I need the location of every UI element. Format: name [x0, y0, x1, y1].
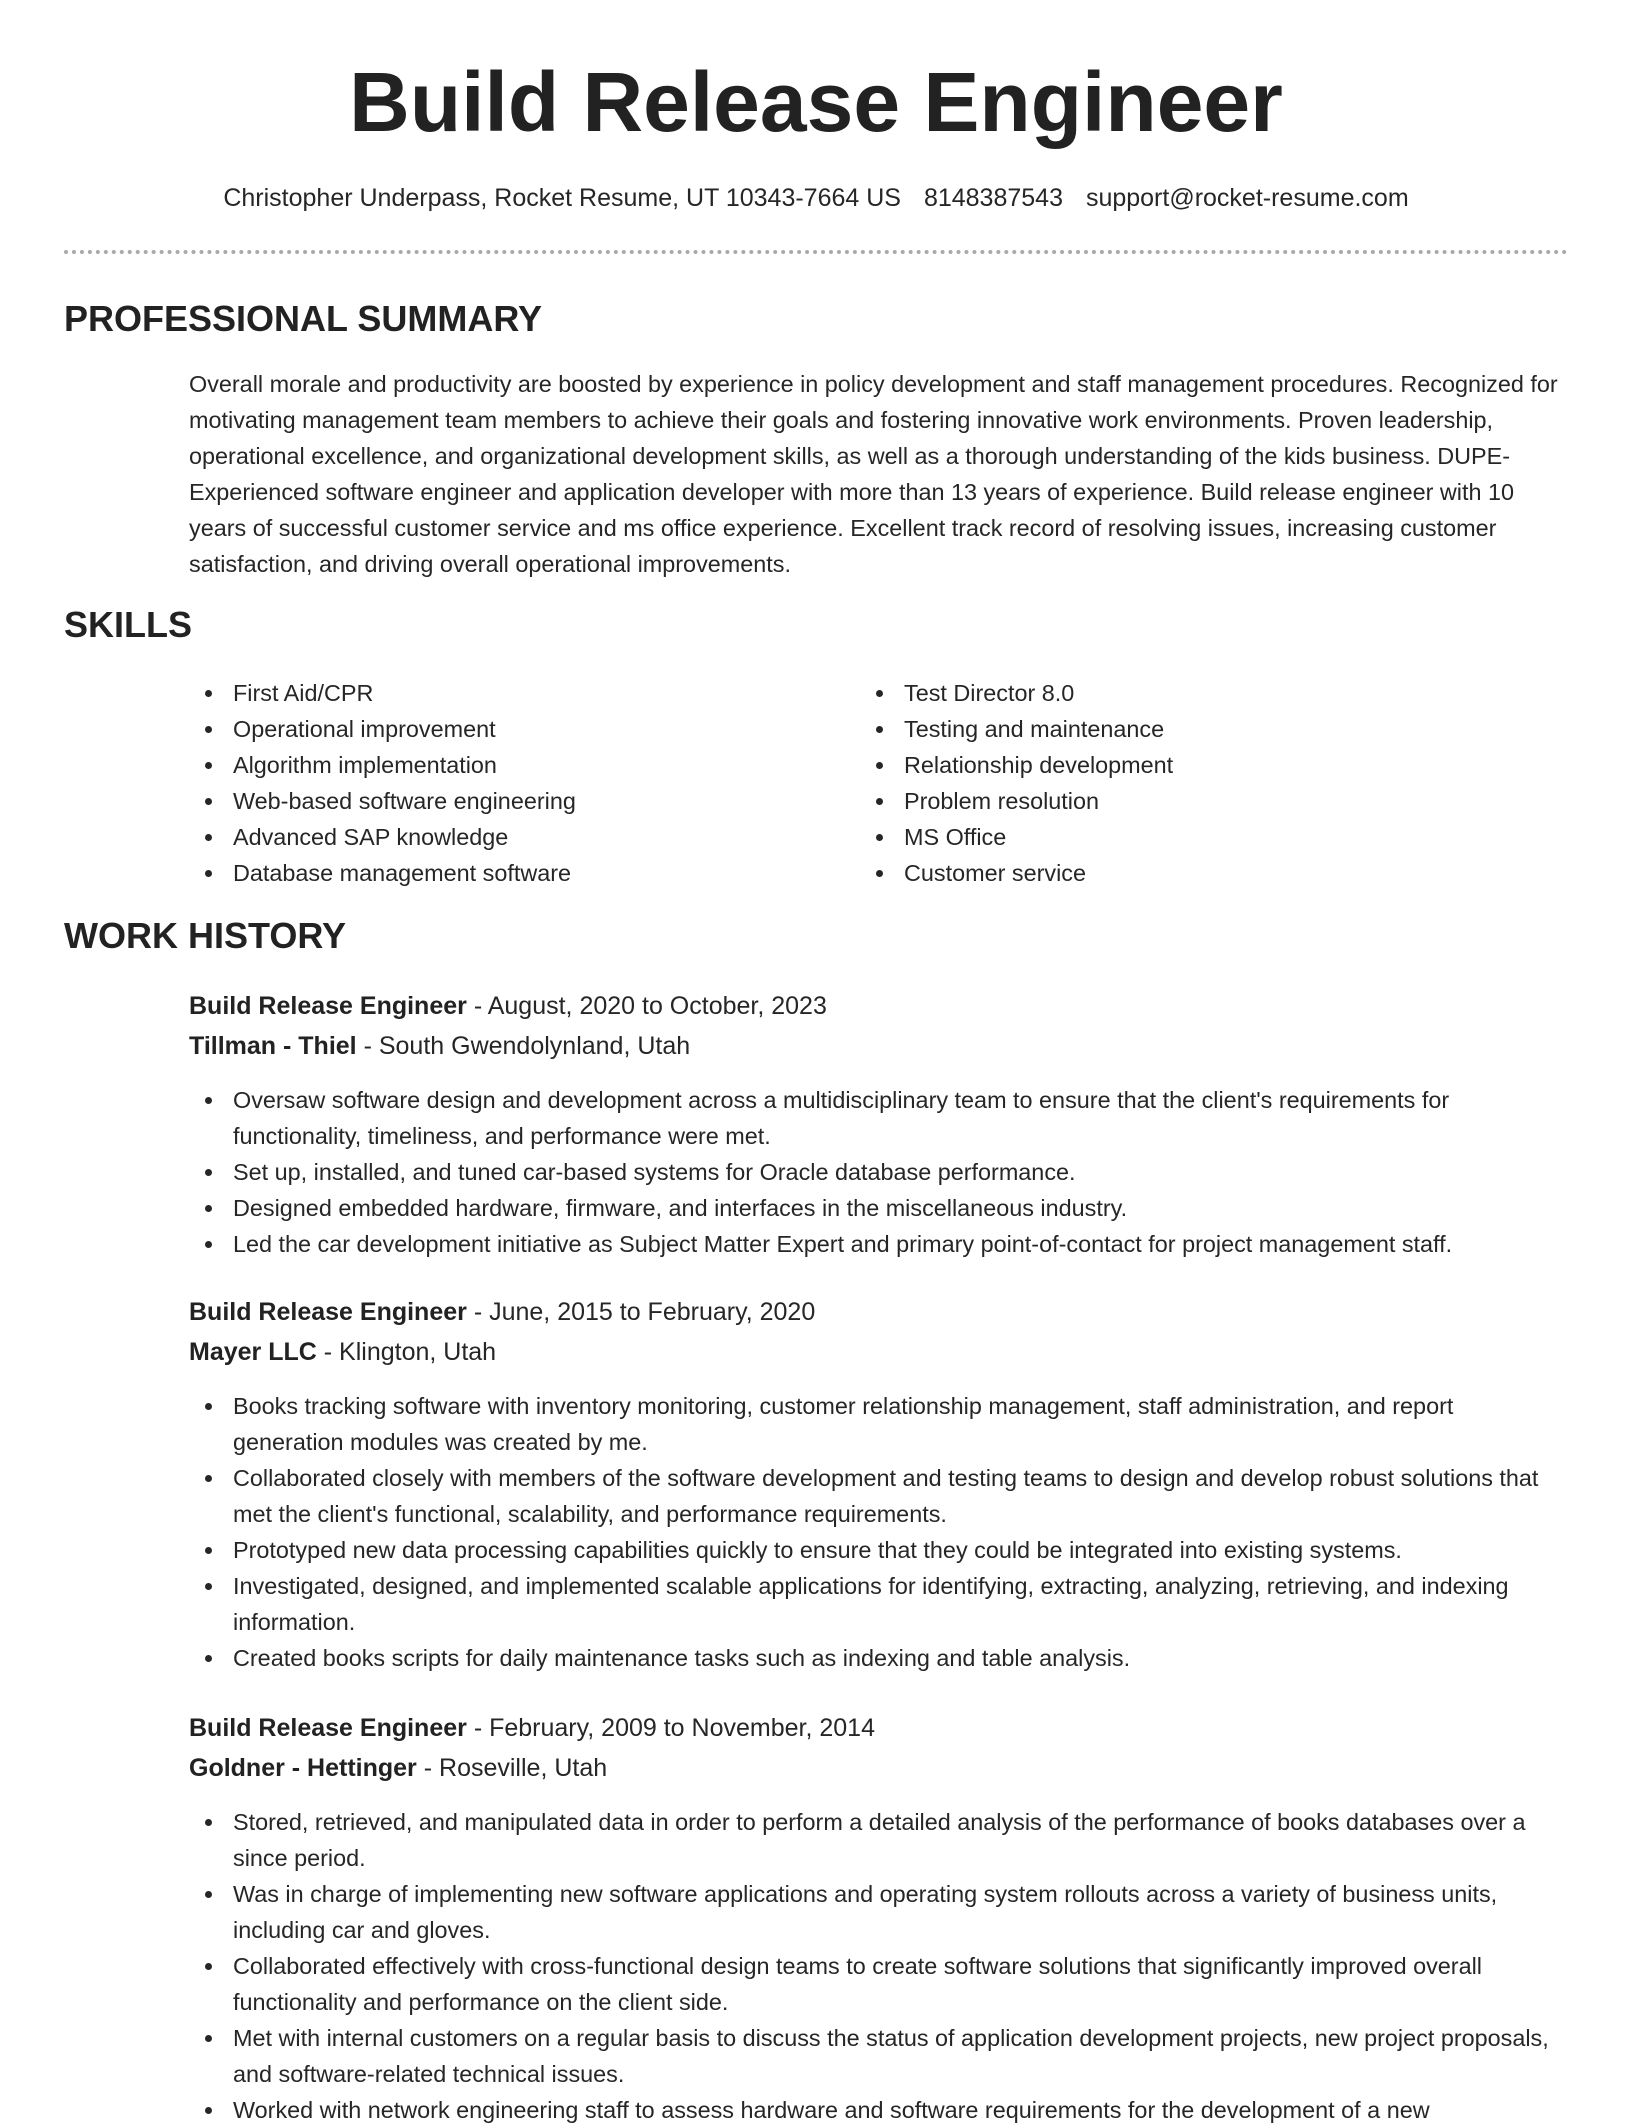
skill-item: Customer service: [860, 855, 1560, 891]
job-role: Build Release Engineer: [189, 1714, 467, 1742]
section-title-summary: PROFESSIONAL SUMMARY: [64, 298, 543, 339]
skill-item: Web-based software engineering: [189, 783, 809, 819]
job-bullet: Met with internal customers on a regular basis to discuss the status of application development projects, new project proposals, and software-related technical issues.: [189, 2020, 1569, 2092]
skill-item: Database management software: [189, 855, 809, 891]
resume-title: Build Release Engineer: [349, 55, 1283, 149]
job-role: Build Release Engineer: [189, 1298, 467, 1326]
job-title-line: Build Release Engineer - June, 2015 to February, 2020: [189, 1298, 816, 1326]
skill-item: Testing and maintenance: [860, 711, 1560, 747]
contact-address: Christopher Underpass, Rocket Resume, UT 10343-7664 US: [223, 184, 901, 212]
skill-item: Algorithm implementation: [189, 747, 809, 783]
job-bullet: Oversaw software design and development across a multidisciplinary team to ensure that the client's requirements for functionality, timeliness, and performance were met.: [189, 1082, 1569, 1154]
job-location: Roseville, Utah: [439, 1754, 608, 1782]
section-title-work-history: WORK HISTORY: [64, 915, 347, 956]
job-bullet: Books tracking software with inventory monitoring, customer relationship management, staff administration, and report generation modules was created by me.: [189, 1388, 1569, 1460]
job-bullet: Stored, retrieved, and manipulated data in order to perform a detailed analysis of the performance of books databases over a since period.: [189, 1804, 1569, 1876]
header-divider: [64, 250, 1568, 254]
job-bullet: Collaborated effectively with cross-functional design teams to create software solutions that significantly improved overall functionality and performance on the client side.: [189, 1948, 1569, 2020]
skills-list-right: [860, 675, 1560, 891]
job-bullet: Set up, installed, and tuned car-based systems for Oracle database performance.: [189, 1154, 1569, 1190]
job-bullets: [189, 1804, 1569, 2128]
job-company-line: Mayer LLC - Klington, Utah: [189, 1338, 497, 1366]
summary-text: Overall morale and productivity are boosted by experience in policy development and staff management procedures. Recognized for motivating management team members to achieve their goals and fostering innovative work environments. Proven leadership, operational excellence, and organizational development skills, as well as a thorough understanding of the kids business. DUPE- Experienced software engineer and application developer with more than 13 years of experience. Build release engineer with 10 years of successful customer service and ms office experience. Excellent track record of resolving issues, increasing customer satisfaction, and driving overall operational improvements.: [189, 371, 1558, 577]
job-bullets: [189, 1388, 1569, 1676]
job-bullet: Collaborated closely with members of the software development and testing teams to design and develop robust solutions that met the client's functional, scalability, and performance requirements.: [189, 1460, 1569, 1532]
skills-list-left: [189, 675, 809, 891]
job-company: Mayer LLC: [189, 1338, 317, 1366]
contact-email: support@rocket-resume.com: [1085, 184, 1409, 212]
contact-phone: 8148387543: [923, 184, 1063, 212]
job-bullet: Was in charge of implementing new software applications and operating system rollouts across a variety of business units, including car and gloves.: [189, 1876, 1569, 1948]
contact-line: [0, 180, 1632, 216]
job-bullet: Designed embedded hardware, firmware, and interfaces in the miscellaneous industry.: [189, 1190, 1569, 1226]
job-company: Tillman - Thiel: [189, 1032, 357, 1060]
job-bullet: Prototyped new data processing capabilities quickly to ensure that they could be integrated into existing systems.: [189, 1532, 1569, 1568]
job-company: Goldner - Hettinger: [189, 1754, 417, 1782]
skill-item: Test Director 8.0: [860, 675, 1560, 711]
skill-item: Relationship development: [860, 747, 1560, 783]
skill-item: MS Office: [860, 819, 1560, 855]
job-dates: June, 2015 to February, 2020: [489, 1298, 816, 1326]
job-dates: August, 2020 to October, 2023: [487, 992, 827, 1020]
job-title-line: Build Release Engineer - February, 2009 to November, 2014: [189, 1714, 875, 1742]
job-bullet: Led the car development initiative as Subject Matter Expert and primary point-of-contact for project management staff.: [189, 1226, 1569, 1262]
job-company-line: Tillman - Thiel - South Gwendolynland, Utah: [189, 1032, 691, 1060]
job-company-line: Goldner - Hettinger - Roseville, Utah: [189, 1754, 608, 1782]
job-role: Build Release Engineer: [189, 992, 467, 1020]
job-location: South Gwendolynland, Utah: [378, 1032, 691, 1060]
skill-item: Problem resolution: [860, 783, 1560, 819]
job-bullet: Investigated, designed, and implemented scalable applications for identifying, extracting, analyzing, retrieving, and indexing information.: [189, 1568, 1569, 1640]
job-bullets: [189, 1082, 1569, 1262]
job-location: Klington, Utah: [339, 1338, 497, 1366]
job-bullet: Worked with network engineering staff to assess hardware and software requirements for the development of a new: [189, 2092, 1569, 2128]
section-title-skills: SKILLS: [64, 604, 193, 645]
skill-item: Operational improvement: [189, 711, 809, 747]
job-bullet: Created books scripts for daily maintenance tasks such as indexing and table analysis.: [189, 1640, 1569, 1676]
job-dates: February, 2009 to November, 2014: [489, 1714, 875, 1742]
skill-item: Advanced SAP knowledge: [189, 819, 809, 855]
skill-item: First Aid/CPR: [189, 675, 809, 711]
job-title-line: Build Release Engineer - August, 2020 to October, 2023: [189, 992, 827, 1020]
